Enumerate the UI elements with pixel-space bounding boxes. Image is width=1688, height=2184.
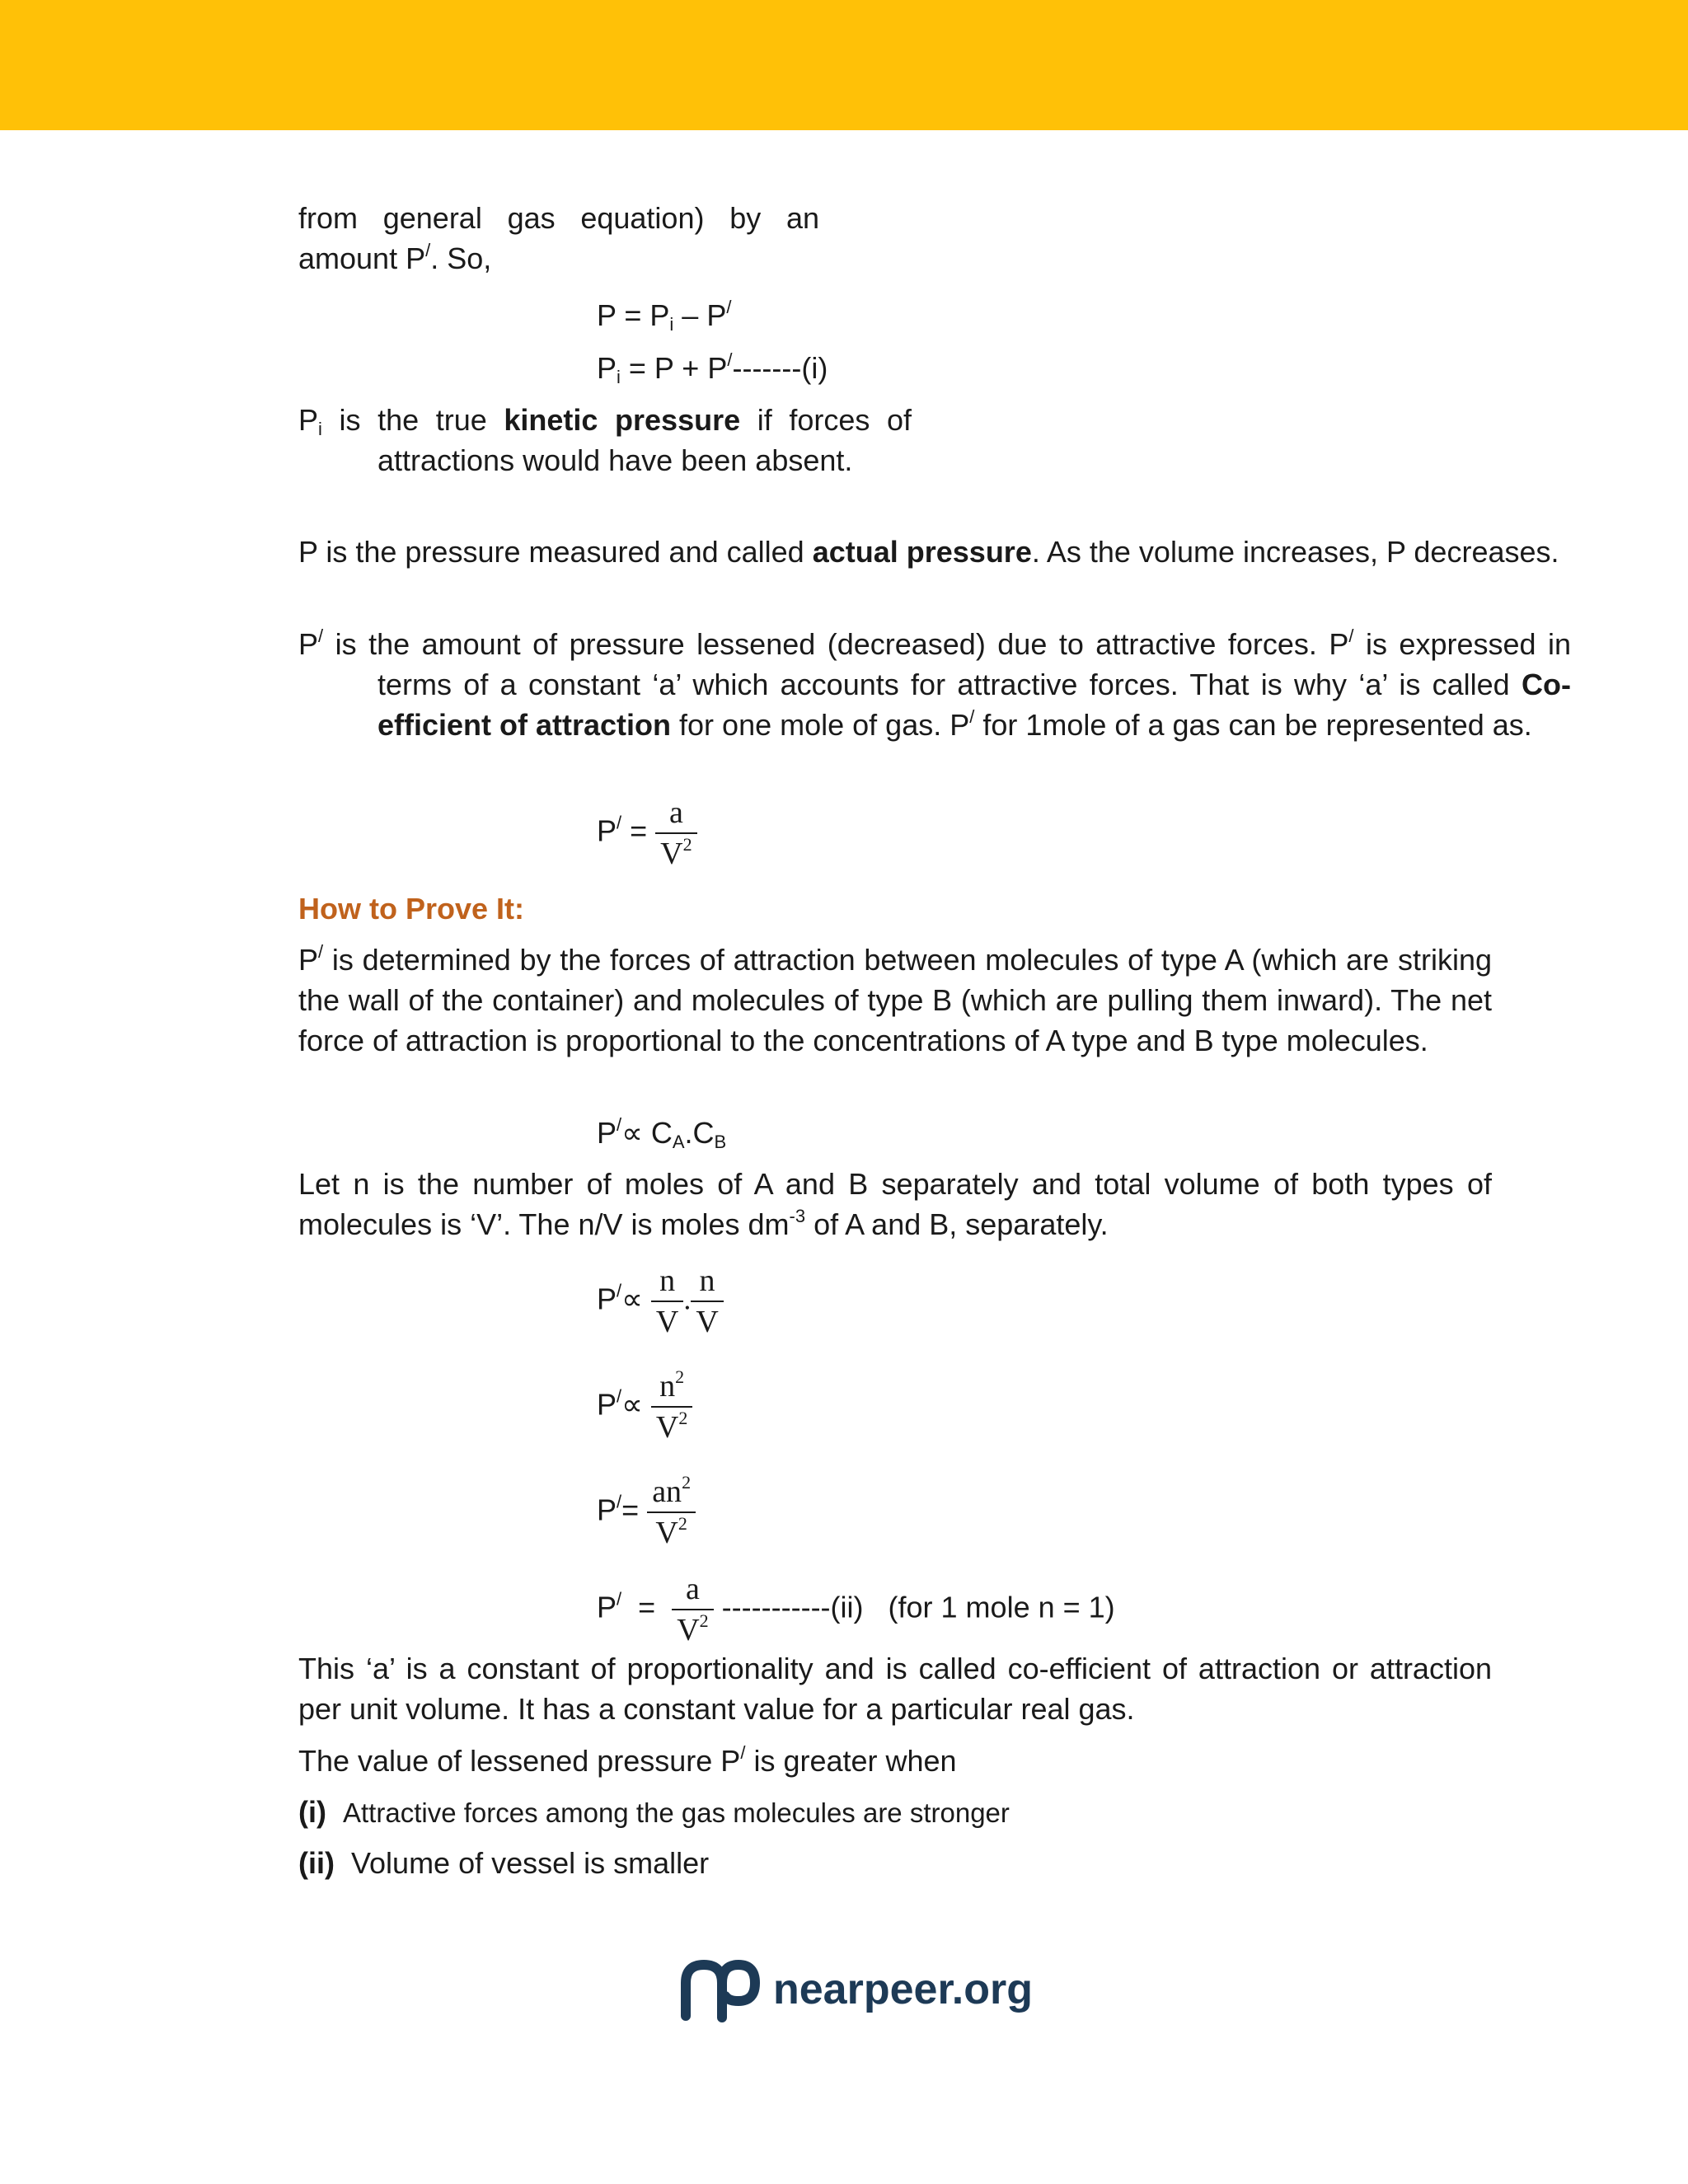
p-definition: P is the pressure measured and called actual pressure. As the volume increases, P decreases.: [298, 535, 1559, 569]
header-bar: [0, 0, 1688, 130]
list-item: (ii) Volume of vessel is smaller: [298, 1846, 710, 1880]
proportion-4: P/= $\frac{an^2}{V^2}$: [597, 1472, 696, 1553]
fraction-equation-1: P/ = $\frac{a}{V^2}$: [597, 793, 697, 874]
proportion-5: P/ = $\frac{a}{V^2}$ -----------(ii) (for 1 mole n = 1): [597, 1569, 1115, 1650]
proportion-3: P/∝ $\frac{n^2}{V^2}$: [597, 1366, 692, 1447]
prove-paragraph: P/ is determined by the forces of attraction between molecules of type A (which are striking the wall of the container) and molecules of type B (which are pulling them inward). The net force of attraction is proportional to the concentrations of A type and B type molecules.: [298, 941, 1492, 1057]
equation-pi: $P_i = P + P^/-------(i)$: [597, 349, 828, 387]
proportion-2: P/∝ $\frac{n}{V}$ . $\frac{n}{V}$: [597, 1261, 724, 1342]
intro-line-1: from general gas equation) by an: [298, 201, 819, 235]
list-item: (i) Attractive forces among the gas molecules are stronger: [298, 1795, 1010, 1829]
brand-name: nearpeer.org: [773, 1966, 1034, 2013]
let-paragraph: Let n is the number of moles of A and B separately and total volume of both types of molecules is ‘V’. The n/V is moles $dm^{-3}$ of A and B, separately.: [298, 1167, 1492, 1241]
np-monogram-icon: [679, 1955, 762, 2024]
pi-definition: $P_i$ is the true kinetic pressure if forces of attractions would have been absent.: [298, 403, 912, 477]
nearpeer-logo: [679, 1955, 1033, 2024]
intro-line-2: amount P/. So,: [298, 240, 492, 275]
p-prime-definition: P/ is the amount of pressure lessened (decreased) due to attractive forces. P/ is expressed in terms of a constant ‘a’ which accounts for attractive forces. That is why ‘a’ is called Co-efficient of attraction for one mole of gas. P/ for 1mole of a gas can be represented as.: [298, 626, 1572, 742]
proportion-1: $P^/\propto C_A.C_B$: [597, 1114, 727, 1152]
intro-paragraph: [298, 198, 819, 279]
section-heading: How to Prove It:: [298, 892, 525, 926]
greater-line: The value of lessened pressure P/ is greater when: [298, 1742, 957, 1778]
constant-paragraph: This ‘a’ is a constant of proportionality and is called co-efficient of attraction or attraction per unit volume. It has a constant value for a particular real gas.: [298, 1652, 1492, 1726]
equation-p: $P = P_i - P^/$: [597, 297, 732, 335]
